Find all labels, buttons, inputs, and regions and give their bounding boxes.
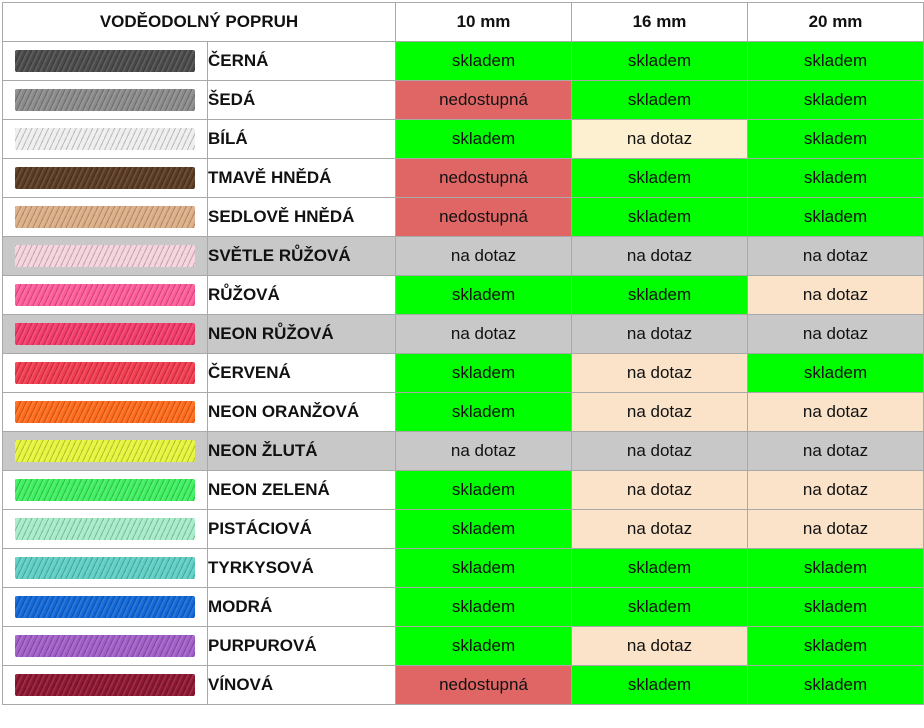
color-name: ČERNÁ [208, 42, 396, 81]
strap-swatch [15, 284, 195, 306]
swatch-cell [3, 159, 208, 198]
status-cell: skladem [748, 666, 924, 705]
color-name: RŮŽOVÁ [208, 276, 396, 315]
swatch-cell [3, 510, 208, 549]
swatch-cell [3, 237, 208, 276]
swatch-cell [3, 666, 208, 705]
status-cell: skladem [396, 549, 572, 588]
swatch-cell [3, 588, 208, 627]
status-cell: skladem [396, 42, 572, 81]
status-cell: na dotaz [748, 393, 924, 432]
table-row [3, 510, 924, 549]
status-cell: na dotaz [572, 432, 748, 471]
status-cell: skladem [572, 198, 748, 237]
status-cell: na dotaz [572, 510, 748, 549]
strap-swatch [15, 518, 195, 540]
status-cell: skladem [748, 81, 924, 120]
color-name: MODRÁ [208, 588, 396, 627]
swatch-cell [3, 315, 208, 354]
status-cell: skladem [748, 42, 924, 81]
status-cell: skladem [572, 666, 748, 705]
status-cell: na dotaz [748, 510, 924, 549]
status-cell: skladem [572, 159, 748, 198]
status-cell: nedostupná [396, 159, 572, 198]
status-cell: skladem [396, 510, 572, 549]
strap-swatch [15, 245, 195, 267]
table-row [3, 354, 924, 393]
status-cell: nedostupná [396, 81, 572, 120]
status-cell: skladem [396, 588, 572, 627]
strap-swatch [15, 50, 195, 72]
swatch-cell [3, 432, 208, 471]
status-cell: na dotaz [572, 354, 748, 393]
color-name: TYRKYSOVÁ [208, 549, 396, 588]
column-header-20mm: 20 mm [748, 3, 924, 42]
color-name: SVĚTLE RŮŽOVÁ [208, 237, 396, 276]
table-row [3, 393, 924, 432]
swatch-cell [3, 393, 208, 432]
column-header-16mm: 16 mm [572, 3, 748, 42]
color-name: NEON ORANŽOVÁ [208, 393, 396, 432]
status-cell: skladem [748, 627, 924, 666]
strap-swatch [15, 167, 195, 189]
color-name: SEDLOVĚ HNĚDÁ [208, 198, 396, 237]
status-cell: skladem [396, 471, 572, 510]
color-name: BÍLÁ [208, 120, 396, 159]
status-cell: nedostupná [396, 198, 572, 237]
swatch-cell [3, 120, 208, 159]
strap-swatch [15, 635, 195, 657]
color-name: TMAVĚ HNĚDÁ [208, 159, 396, 198]
status-cell: skladem [396, 354, 572, 393]
status-cell: na dotaz [572, 315, 748, 354]
table-row [3, 315, 924, 354]
swatch-cell [3, 471, 208, 510]
swatch-cell [3, 198, 208, 237]
status-cell: skladem [396, 120, 572, 159]
strap-swatch [15, 557, 195, 579]
status-cell: skladem [748, 549, 924, 588]
status-cell: nedostupná [396, 666, 572, 705]
table-row [3, 471, 924, 510]
strap-swatch [15, 362, 195, 384]
table-row [3, 198, 924, 237]
status-cell: skladem [396, 393, 572, 432]
availability-table [2, 2, 924, 705]
table-row [3, 276, 924, 315]
table-row [3, 588, 924, 627]
color-name: NEON ŽLUTÁ [208, 432, 396, 471]
status-cell: skladem [748, 198, 924, 237]
column-header-10mm: 10 mm [396, 3, 572, 42]
status-cell: na dotaz [572, 393, 748, 432]
swatch-cell [3, 42, 208, 81]
table-row [3, 120, 924, 159]
color-name: ČERVENÁ [208, 354, 396, 393]
strap-swatch [15, 401, 195, 423]
swatch-cell [3, 276, 208, 315]
status-cell: skladem [572, 81, 748, 120]
swatch-cell [3, 549, 208, 588]
table-row [3, 159, 924, 198]
table-row [3, 81, 924, 120]
status-cell: na dotaz [572, 120, 748, 159]
color-name: ŠEDÁ [208, 81, 396, 120]
strap-swatch [15, 479, 195, 501]
table-row [3, 627, 924, 666]
status-cell: skladem [572, 588, 748, 627]
strap-swatch [15, 323, 195, 345]
header-row [3, 3, 924, 42]
status-cell: skladem [572, 42, 748, 81]
status-cell: na dotaz [748, 471, 924, 510]
strap-swatch [15, 128, 195, 150]
color-name: NEON RŮŽOVÁ [208, 315, 396, 354]
table-row [3, 42, 924, 81]
status-cell: skladem [572, 549, 748, 588]
status-cell: na dotaz [572, 627, 748, 666]
swatch-cell [3, 354, 208, 393]
status-cell: na dotaz [748, 315, 924, 354]
status-cell: na dotaz [748, 276, 924, 315]
color-name: PURPUROVÁ [208, 627, 396, 666]
status-cell: na dotaz [748, 432, 924, 471]
strap-swatch [15, 206, 195, 228]
status-cell: skladem [748, 354, 924, 393]
table-title: VODĚODOLNÝ POPRUH [3, 3, 396, 42]
table-body [3, 42, 924, 705]
status-cell: skladem [748, 120, 924, 159]
status-cell: na dotaz [748, 237, 924, 276]
color-name: PISTÁCIOVÁ [208, 510, 396, 549]
status-cell: skladem [748, 588, 924, 627]
table-row [3, 549, 924, 588]
status-cell: na dotaz [396, 237, 572, 276]
status-cell: skladem [748, 159, 924, 198]
swatch-cell [3, 81, 208, 120]
status-cell: na dotaz [572, 237, 748, 276]
status-cell: skladem [572, 276, 748, 315]
table-row [3, 432, 924, 471]
status-cell: na dotaz [396, 315, 572, 354]
swatch-cell [3, 627, 208, 666]
status-cell: na dotaz [396, 432, 572, 471]
color-name: VÍNOVÁ [208, 666, 396, 705]
strap-swatch [15, 596, 195, 618]
strap-swatch [15, 440, 195, 462]
color-name: NEON ZELENÁ [208, 471, 396, 510]
status-cell: na dotaz [572, 471, 748, 510]
status-cell: skladem [396, 276, 572, 315]
status-cell: skladem [396, 627, 572, 666]
strap-swatch [15, 674, 195, 696]
table-row [3, 237, 924, 276]
strap-swatch [15, 89, 195, 111]
table-row [3, 666, 924, 705]
